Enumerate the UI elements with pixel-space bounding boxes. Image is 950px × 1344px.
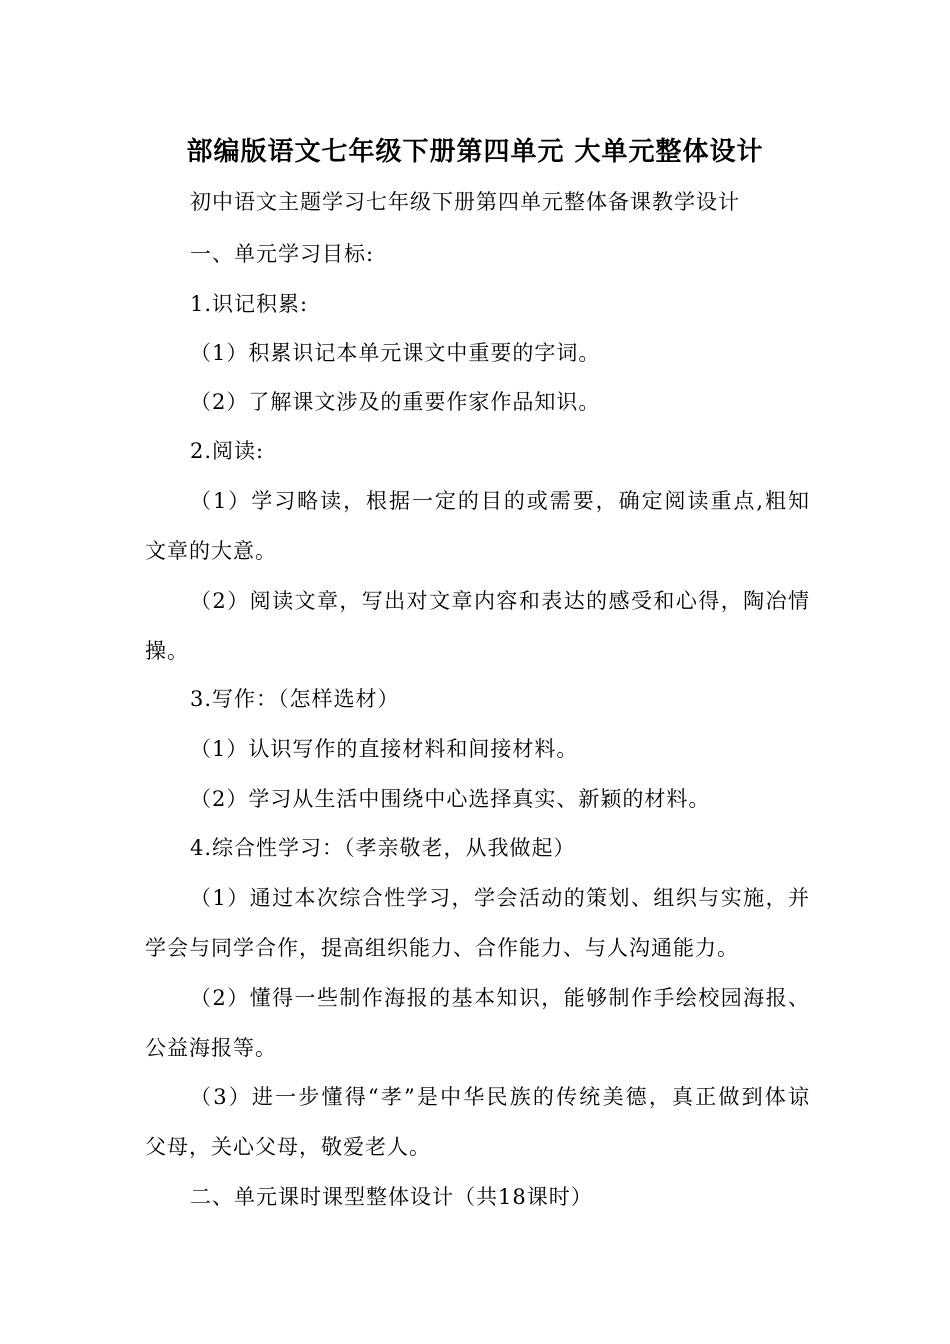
goal-heading-reading: 2.阅读: xyxy=(190,439,265,463)
goal-item: （2）阅读文章，写出对文章内容和表达的感受和心得，陶冶情 xyxy=(190,589,810,613)
section-heading-schedule: 二、单元课时课型整体设计（共18课时） xyxy=(190,1185,593,1209)
goal-item: （2）学习从生活中围绕中心选择真实、新颖的材料。 xyxy=(190,787,711,811)
goal-item: （1）认识写作的直接材料和间接材料。 xyxy=(190,737,579,761)
goal-item: （1）通过本次综合性学习，学会活动的策划、组织与实施，并 xyxy=(190,886,810,910)
document-subtitle: 初中语文主题学习七年级下册第四单元整体备课教学设计 xyxy=(190,190,740,214)
goal-item: （2）懂得一些制作海报的基本知识，能够制作手绘校园海报、 xyxy=(190,986,810,1010)
goal-item-continued: 父母，关心父母，敬爱老人。 xyxy=(145,1135,431,1159)
goal-item: （1）学习略读，根据一定的目的或需要，确定阅读重点,粗知 xyxy=(190,489,810,513)
goal-item: （1）积累识记本单元课文中重要的字词。 xyxy=(190,341,601,365)
goal-heading-memory: 1.识记积累: xyxy=(190,292,309,316)
goal-heading-writing: 3.写作：（怎样选材） xyxy=(190,687,400,711)
goal-item-continued: 操。 xyxy=(145,639,189,663)
section-heading-goals: 一、单元学习目标: xyxy=(190,242,375,266)
goal-item: （3）进一步懂得“孝”是中华民族的传统美德，真正做到体谅 xyxy=(190,1085,810,1109)
goal-item: （2）了解课文涉及的重要作家作品知识。 xyxy=(190,390,601,414)
goal-item-continued: 学会与同学合作，提高组织能力、合作能力、与人沟通能力。 xyxy=(145,936,739,960)
goal-item-continued: 文章的大意。 xyxy=(145,539,277,563)
goal-item-continued: 公益海报等。 xyxy=(145,1036,277,1060)
goal-heading-comprehensive: 4.综合性学习：（孝亲敬老，从我做起） xyxy=(190,836,576,860)
document-title: 部编版语文七年级下册第四单元 大单元整体设计 xyxy=(186,137,764,167)
